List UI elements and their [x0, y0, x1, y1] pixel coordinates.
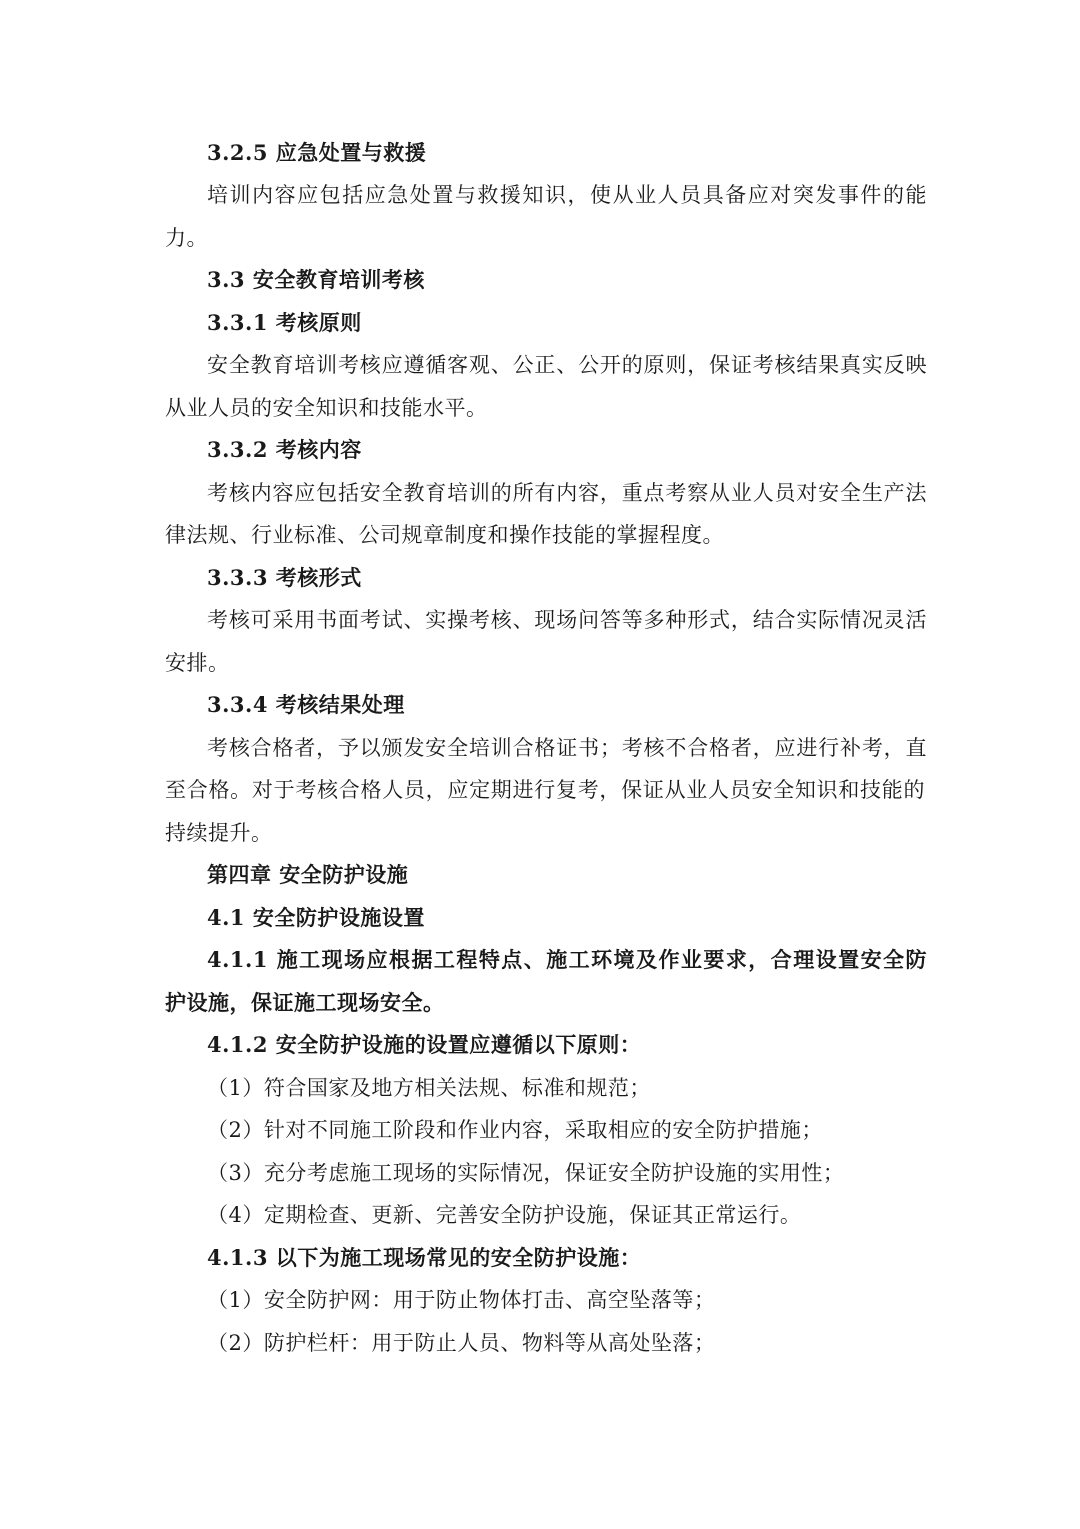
chapter-heading: 第四章 安全防护设施 — [207, 862, 409, 887]
paragraph-line: 考核内容应包括安全教育培训的所有内容，重点考察从业人员对安全生产法 — [207, 481, 927, 505]
paragraph-line: 考核合格者，予以颁发安全培训合格证书；考核不合格者，应进行补考，直 — [207, 736, 927, 760]
list-item: （1）符合国家及地方相关法规、标准和规范； — [207, 1076, 651, 1100]
paragraph-line: 持续提升。 — [165, 821, 273, 845]
list-item: （2）针对不同施工阶段和作业内容，采取相应的安全防护措施； — [207, 1118, 823, 1142]
list-item: （2）防护栏杆：用于防止人员、物料等从高处坠落； — [207, 1331, 716, 1355]
paragraph-line: 力。 — [165, 226, 208, 250]
paragraph-line-bold: 4.1.1 施工现场应根据工程特点、施工环境及作业要求，合理设置安全防 — [207, 947, 927, 972]
list-item: （4）定期检查、更新、完善安全防护设施，保证其正常运行。 — [207, 1203, 802, 1227]
paragraph-line: 至合格。对于考核合格人员，应定期进行复考，保证从业人员安全知识和技能的 — [165, 778, 925, 802]
paragraph-line: 律法规、行业标准、公司规章制度和操作技能的掌握程度。 — [165, 523, 724, 547]
section-heading-3-3-1: 3.3.1 考核原则 — [207, 310, 362, 335]
paragraph-line-bold: 护设施，保证施工现场安全。 — [165, 990, 445, 1015]
list-item: （1）安全防护网：用于防止物体打击、高空坠落等； — [207, 1288, 716, 1312]
paragraph-line: 安排。 — [165, 651, 230, 675]
paragraph-line: 培训内容应包括应急处置与救援知识，使从业人员具备应对突发事件的能 — [207, 183, 927, 207]
section-heading-4-1: 4.1 安全防护设施设置 — [207, 905, 425, 930]
section-heading-4-1-2: 4.1.2 安全防护设施的设置应遵循以下原则： — [207, 1032, 642, 1057]
paragraph-line: 安全教育培训考核应遵循客观、公正、公开的原则，保证考核结果真实反映 — [207, 353, 927, 377]
list-item: （3）充分考虑施工现场的实际情况，保证安全防护设施的实用性； — [207, 1161, 845, 1185]
section-heading-3-3-4: 3.3.4 考核结果处理 — [207, 692, 405, 717]
paragraph-line: 考核可采用书面考试、实操考核、现场问答等多种形式，结合实际情况灵活 — [207, 608, 927, 632]
section-heading-3-3: 3.3 安全教育培训考核 — [207, 267, 425, 292]
section-heading-3-3-3: 3.3.3 考核形式 — [207, 565, 362, 590]
section-heading-4-1-3: 4.1.3 以下为施工现场常见的安全防护设施： — [207, 1245, 642, 1270]
section-heading-3-3-2: 3.3.2 考核内容 — [207, 437, 362, 462]
paragraph-line: 从业人员的安全知识和技能水平。 — [165, 396, 488, 420]
section-heading-3-2-5: 3.2.5 应急处置与救援 — [207, 140, 427, 165]
